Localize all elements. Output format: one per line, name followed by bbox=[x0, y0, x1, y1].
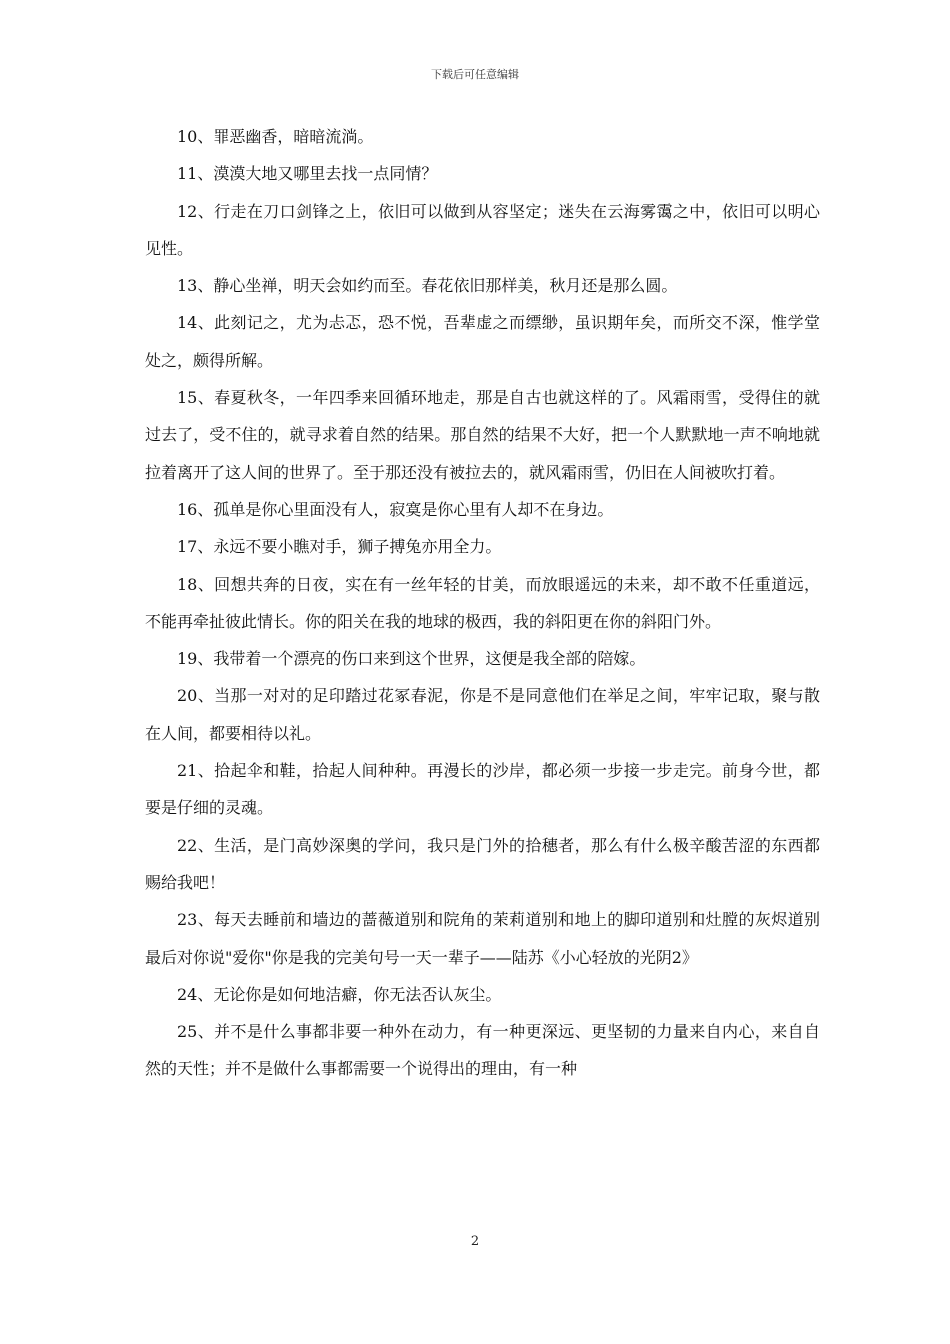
paragraph-13: 13、静心坐禅，明天会如约而至。春花依旧那样美，秋月还是那么圆。 bbox=[177, 276, 678, 296]
paragraph-12: 12、行走在刀口剑锋之上，依旧可以做到从容坚定；迷失在云海雾霭之中，依旧可以明心见性。 bbox=[145, 201, 820, 258]
page-number: 2 bbox=[470, 1234, 480, 1249]
paragraph-15: 15、春夏秋冬，一年四季来回循环地走，那是自古也就这样的了。风霜雨雪，受得住的就过去了，受不住的，就寻求着自然的结果。那自然的结果不大好，把一个人默默地一声不响地就拉着离开了这人间的世界了。至于那还没有被拉去的，就风霜雨雪，仍旧在人间被吹打着。 bbox=[145, 388, 820, 482]
paragraph-21: 21、拾起伞和鞋，拾起人间种种。再漫长的沙岸，都必须一步接一步走完。前身今世，都要是仔细的灵魂。 bbox=[145, 761, 820, 818]
paragraph-19: 19、我带着一个漂亮的伤口来到这个世界，这便是我全部的陪嫁。 bbox=[177, 649, 646, 669]
paragraph-10: 10、罪恶幽香，暗暗流淌。 bbox=[177, 127, 374, 146]
paragraph-24: 24、无论你是如何地洁癖，你无法否认灰尘。 bbox=[177, 984, 502, 1004]
paragraph-16: 16、孤单是你心里面没有人，寂寞是你心里有人却不在身边。 bbox=[177, 499, 614, 519]
document-body bbox=[145, 118, 820, 1088]
paragraph-14: 14、此刻记之，尤为忐忑，恐不悦，吾辈虚之而缥缈，虽识期年矣，而所交不深，惟学堂处之，颇得所解。 bbox=[145, 313, 820, 370]
page-header: 下载后可任意编辑 bbox=[431, 68, 519, 81]
paragraph-23: 23、每天去睡前和墙边的蔷薇道别和院角的茉莉道别和地上的脚印道别和灶膛的灰烬道别最后对你说"爱你"你是我的完美句号一天一辈子——陆苏《小心轻放的光阴2》 bbox=[145, 910, 820, 967]
paragraph-11: 11、漠漠大地又哪里去找一点同情？ bbox=[177, 164, 438, 184]
paragraph-25: 25、并不是什么事都非要一种外在动力，有一种更深远、更坚韧的力量来自内心，来自自然的天性；并不是做什么事都需要一个说得出的理由，有一种 bbox=[145, 1022, 820, 1079]
paragraph-17: 17、永远不要小瞧对手，狮子搏兔亦用全力。 bbox=[177, 537, 502, 557]
paragraph-22: 22、生活，是门高妙深奥的学问，我只是门外的拾穗者，那么有什么极辛酸苦涩的东西都赐给我吧！ bbox=[145, 835, 820, 892]
paragraph-18: 18、回想共奔的日夜，实在有一丝年轻的甘美，而放眼遥远的未来，却不敢不任重道远，不能再牵扯彼此情长。你的阳关在我的地球的极西，我的斜阳更在你的斜阳门外。 bbox=[145, 574, 820, 631]
paragraph-20: 20、当那一对对的足印踏过花冢春泥，你是不是同意他们在举足之间，牢牢记取，聚与散在人间，都要相待以礼。 bbox=[145, 686, 820, 743]
